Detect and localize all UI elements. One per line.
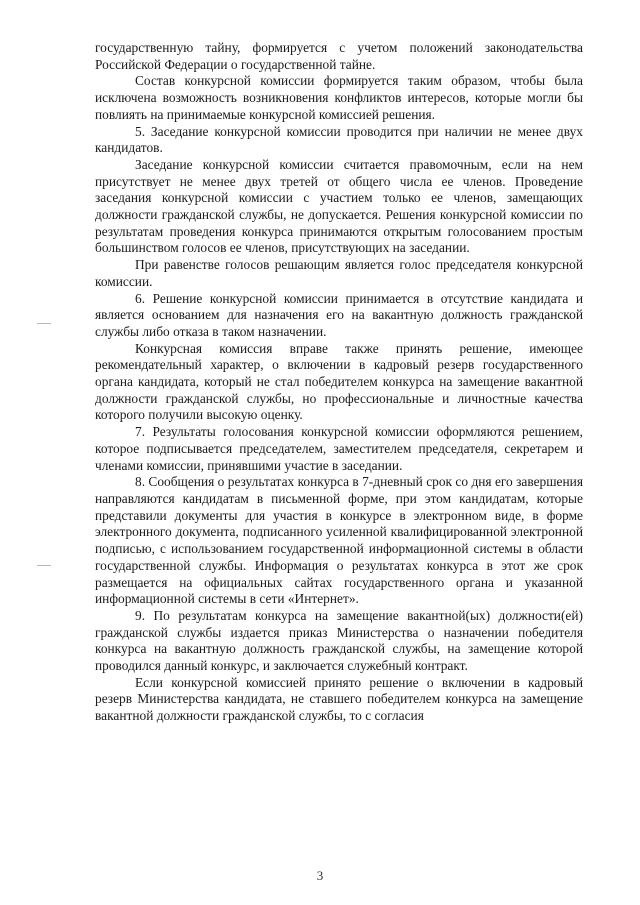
paragraph-2: Состав конкурсной комиссии формируется таким образом, чтобы была исключена возможность возникновения конфликтов интересов, которые могли бы повлиять на принимаемые конкурсной комиссией решения. xyxy=(95,73,583,122)
paragraph-7: Конкурсная комиссия вправе также принять решение, имеющее рекомендательный характер, о включении в кадровый резерв государственного органа кандидата, который не стал победителем конкурса на замещение вакантной должности гражданской службы, но профессиональные и личностные качества которого получили высокую оценку. xyxy=(95,340,583,423)
paragraph-10: 9. По результатам конкурса на замещение вакантной(ых) должности(ей) гражданской службы издается приказ Министерства о назначении победителя конкурса на вакантную должность гражданской службы, на замещение которой проводился данный конкурс, и заключается служебный контракт. xyxy=(95,607,583,674)
paragraph-9: 8. Сообщения о результатах конкурса в 7-дневный срок со дня его завершения направляются кандидатам в письменной форме, при этом кандидатам, которые представили документы для участия в конкурсе в электронном виде, в форме электронного документа, подписанного усиленной квалифицированной электронной подписью, с использованием государственной информационной системы в области государственной службы. Информация о результатах конкурса в этот же срок размещается на официальных сайтах государственного органа и указанной информационной системы в сети «Интернет». xyxy=(95,474,583,607)
paragraph-5: При равенстве голосов решающим является голос председателя конкурсной комиссии. xyxy=(95,257,583,289)
paragraph-8: 7. Результаты голосования конкурсной комиссии оформляются решением, которое подписывается председателем, заместителем председателя, секретарем и членами комиссии, принявшими участие в заседании. xyxy=(95,424,583,473)
margin-mark xyxy=(37,323,51,324)
paragraph-4: Заседание конкурсной комиссии считается правомочным, если на нем присутствует не менее двух третей от общего числа ее членов. Проведение заседания конкурсной комиссии с участием только ее членов, замещающих должности гражданской службы, не допускается. Решения конкурсной комиссии по результатам проведения конкурса принимаются открытым голосованием простым большинством голосов ее членов, присутствующих на заседании. xyxy=(95,156,583,256)
paragraph-1: государственную тайну, формируется с учетом положений законодательства Российской Федерации о государственной тайне. xyxy=(95,40,583,72)
page-number: 3 xyxy=(316,868,324,883)
paragraph-11: Если конкурсной комиссией принято решение о включении в кадровый резерв Министерства кандидата, не ставшего победителем конкурса на замещение вакантной должности гражданской службы, то с согласия xyxy=(95,674,583,724)
document-page xyxy=(95,40,583,725)
margin-mark xyxy=(37,565,51,566)
paragraph-3: 5. Заседание конкурсной комиссии проводится при наличии не менее двух кандидатов. xyxy=(95,123,583,156)
paragraph-6: 6. Решение конкурсной комиссии принимается в отсутствие кандидата и является основанием для назначения его на вакантную должность гражданской службы либо отказа в таком назначении. xyxy=(95,290,583,339)
